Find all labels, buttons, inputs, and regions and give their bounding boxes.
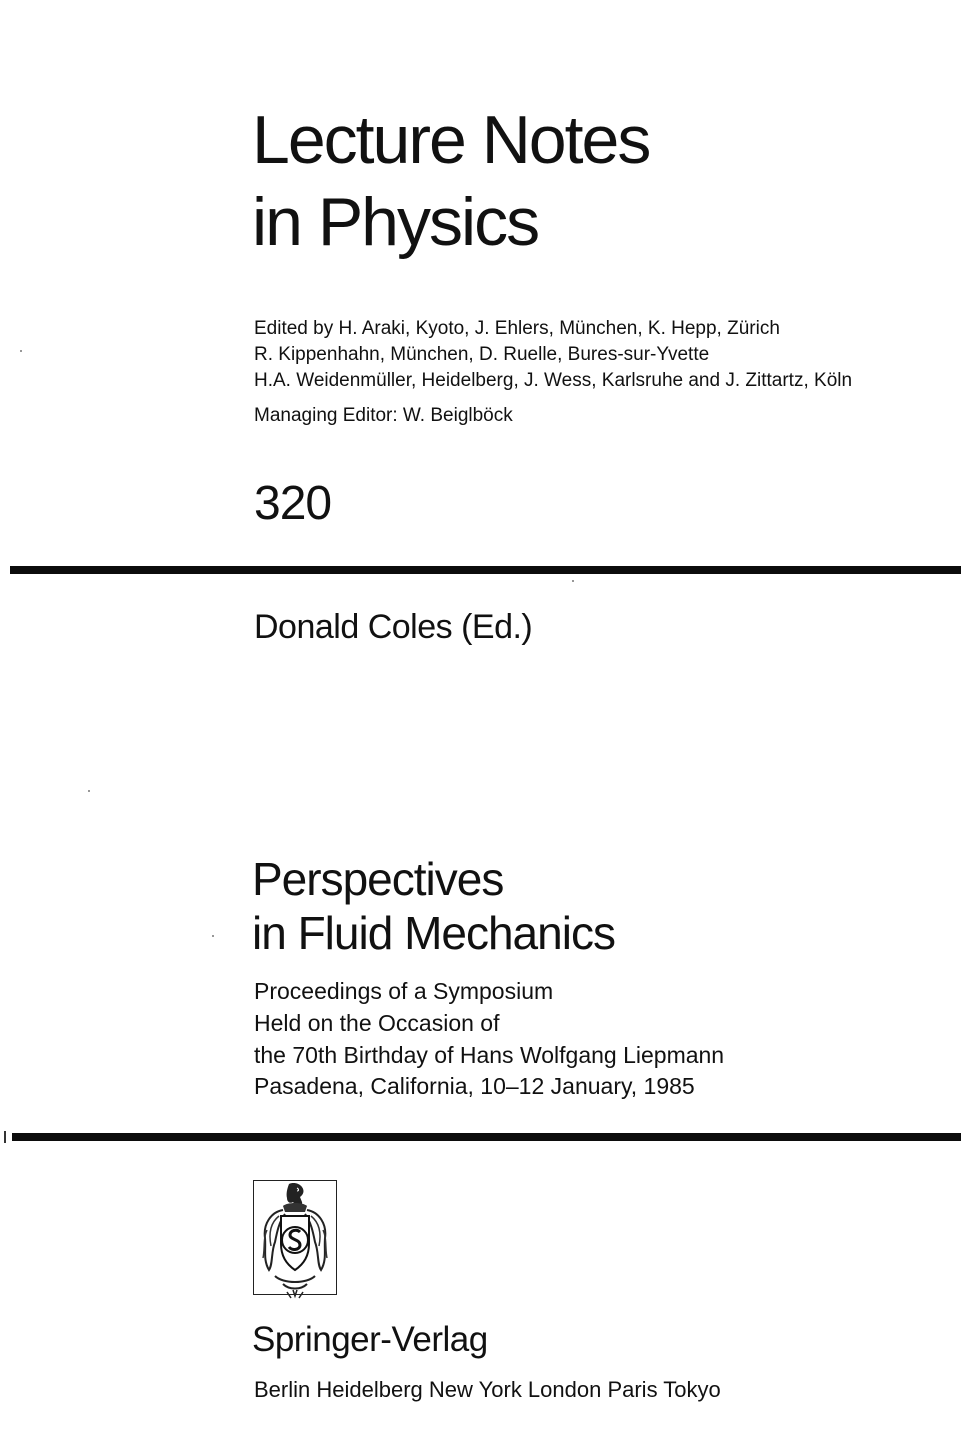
subtitle-line: Held on the Occasion of — [254, 1010, 500, 1036]
publisher-name: Springer-Verlag — [252, 1320, 488, 1359]
subtitle-line: Proceedings of a Symposium — [254, 978, 554, 1004]
series-title-line1: Lecture Notes — [252, 102, 650, 178]
subtitle-line: the 70th Birthday of Hans Wolfgang Liepmann — [254, 1042, 725, 1068]
editors-line3: H.A. Weidenmüller, Heidelberg, J. Wess, Karlsruhe and J. Zittartz, Köln — [254, 370, 853, 391]
scan-speck — [88, 790, 90, 792]
scan-speck — [212, 935, 214, 937]
book-title-line2: in Fluid Mechanics — [252, 907, 615, 959]
volume-number: 320 — [254, 477, 332, 530]
series-title-line2: in Physics — [252, 184, 539, 260]
springer-horse-emblem-icon — [253, 1180, 337, 1302]
book-title-line1: Perspectives — [252, 853, 504, 905]
managing-editor: Managing Editor: W. Beiglböck — [254, 405, 513, 426]
bottom-divider — [12, 1133, 961, 1141]
scan-speck — [572, 580, 574, 582]
editors-line2: R. Kippenhahn, München, D. Ruelle, Bures-sur-Yvette — [254, 344, 710, 365]
subtitle-line: Pasadena, California, 10–12 January, 1985 — [254, 1073, 695, 1099]
publisher-cities: Berlin Heidelberg New York London Paris Tokyo — [254, 1377, 721, 1402]
margin-tick — [4, 1131, 6, 1143]
top-divider — [10, 566, 961, 574]
scan-speck — [20, 350, 22, 352]
editors-line1: Edited by H. Araki, Kyoto, J. Ehlers, München, K. Hepp, Zürich — [254, 318, 780, 339]
volume-editor: Donald Coles (Ed.) — [254, 608, 533, 646]
